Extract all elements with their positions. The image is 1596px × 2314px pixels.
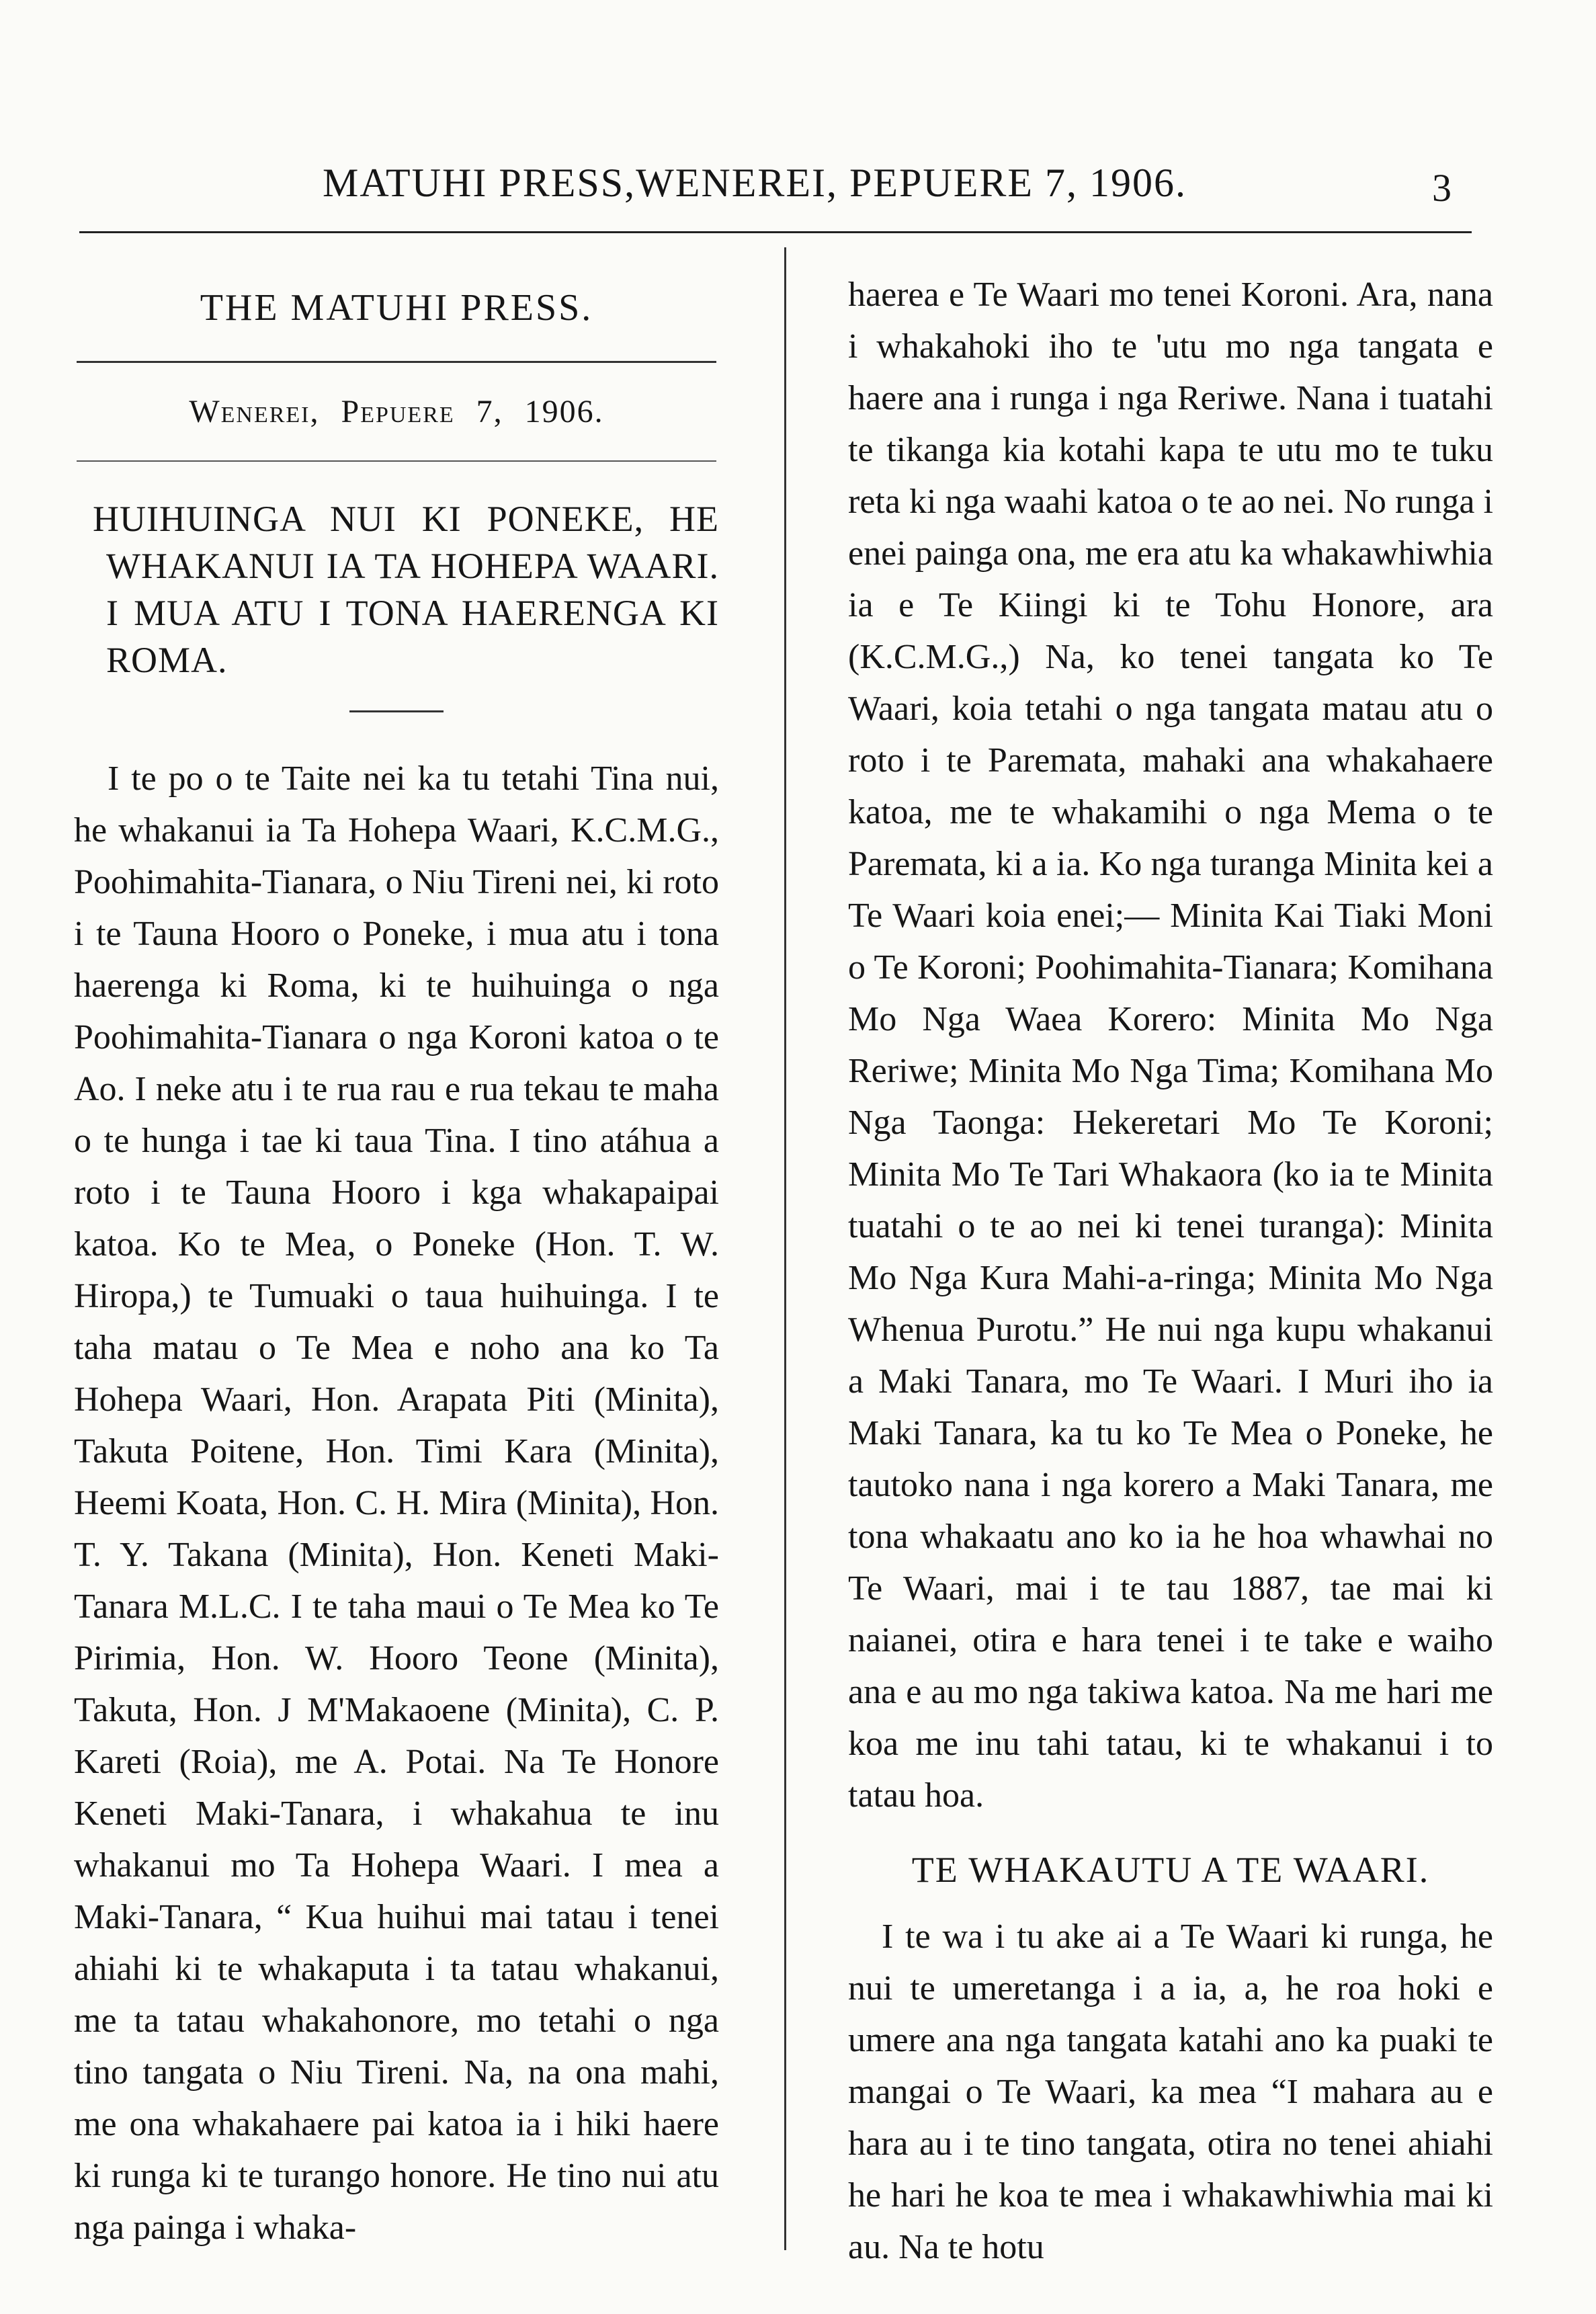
left-column [74,269,719,2254]
headline-rule [349,710,444,712]
column-rule [784,247,786,2250]
right-column [848,269,1493,2273]
running-head [81,160,1478,234]
masthead-rule [77,361,716,363]
article-headline: HUIHUINGA NUI KI PONEKE, HE WHAKANUI IA TA HOHEPA WAARI. I MUA ATU I TONA HAERENGA KI ROMA. [93,499,719,680]
dateline: Wenerei, Pepuere 7, 1906. [189,394,604,429]
section-subhead: TE WHAKAUTU A TE WAARI. [911,1850,1430,1890]
reply-body: I te wa i tu ake ai a Te Waari ki runga, he nui te umeretanga i a ia, a, he roa hoki e umere ana nga tangata katahi ano ka puaki te mangai o Te Waari, ka mea “I mahara au e hara au i te tino tangata, otira no tenei ahiahi he hari he koa te mea i whakawhiwhia mai ki au. Na te hotu [848,1917,1493,2266]
article-body-continued: haerea e Te Waari mo tenei Koroni. Ara, nana i whakahoki iho te 'utu mo nga tangata e haere ana i runga i nga Reriwe. Nana i tuatahi te tikanga kia kotahi kapa te utu mo te tuku reta ki nga waahi katoa o te ao nei. No runga i enei painga ona, me era atu ka whakawhiwhia ia e Te Kiingi ki te Tohu Honore, ara (K.C.M.G.,) Na, ko tenei tangata ko Te Waari, koia tetahi o nga tangata matau atu o roto i te Paremata, mahaki ana whakahaere katoa, me te whakamihi o nga Mema o te Paremata, ki a ia. Ko nga turanga Minita kei a Te Waari koia enei;— Minita Kai Tiaki Moni o Te Koroni; Poohimahita-Tianara; Komihana Mo Nga Waea Korero: Minita Mo Nga Reriwe; Minita Mo Nga Tima; Komihana Mo Nga Taonga: Hekeretari Mo Te Koroni; Minita Mo Te Tari Whakaora (ko ia te Minita tuatahi o te ao nei ki tenei turanga): Minita Mo Nga Kura Mahi-a-ringa; Minita Mo Nga Whenua Purotu.” He nui nga kupu whakanui a Maki Tanara, mo Te Waari. I Muri iho ia Maki Tanara, ka tu ko Te Mea o Poneke, he tautoko nana i nga korero a Maki Tanara, me tona whakaatu ano ko ia he hoa whawhai no Te Waari, mai i te tau 1887, tae mai ki naianei, otira e hara tenei i te take e waiho ana e au mo nga takiwa katoa. Na me hari me koa me inu tahi tatau, ki te whakanui i to tatau hoa. [848,276,1493,1815]
masthead: THE MATUHI PRESS. [200,287,593,329]
page-number: 3 [1432,166,1452,210]
article-body-left: I te po o te Taite nei ka tu tetahi Tina nui, he whakanui ia Ta Hohepa Waari, K.C.M.G., Poohimahita-Tianara, o Niu Tireni nei, ki roto i te Tauna Hooro o Poneke, i mua atu i tona haerenga ki Roma, ki te huihuinga o nga Poohimahita-Tianara o nga Koroni katoa o te Ao. I neke atu i te rua rau e rua tekau te maha o te hunga i tae ki taua Tina. I tino atáhua a roto i te Tauna Hooro i kga whakapaipai katoa. Ko te Mea, o Poneke (Hon. T. W. Hiropa,) te Tumuaki o taua huihuinga. I te taha matau o Te Mea e noho ana ko Ta Hohepa Waari, Hon. Arapata Piti (Minita), Takuta Poitene, Hon. Timi Kara (Minita), Heemi Koata, Hon. C. H. Mira (Minita), Hon. T. Y. Takana (Minita), Hon. Keneti Maki-Tanara M.L.C. I te taha maui o Te Mea ko Te Pirimia, Hon. W. Hooro Teone (Minita), Takuta, Hon. J M'Makaoene (Minita), C. P. Kareti (Roia), me A. Potai. Na Te Honore Keneti Maki-Tanara, i whakahua te inu whakanui mo Ta Hohepa Waari. I mea a Maki-Tanara, “ Kua huihui mai tatau i tenei ahiahi ki te whakaputa i ta tatau whakanui, me ta tatau whakahonore, mo tetahi o nga tino tangata o Niu Tireni. Na, na ona mahi, me ona whakahaere pai katoa ia i hiki haere ki runga ki te turango honore. He tino nui atu nga painga i whaka- [74,759,719,2247]
header-rule [79,231,1472,233]
dateline-rule [77,460,716,462]
running-head-title: MATUHI PRESS,WENEREI, PEPUERE 7, 1906. [323,161,1187,205]
